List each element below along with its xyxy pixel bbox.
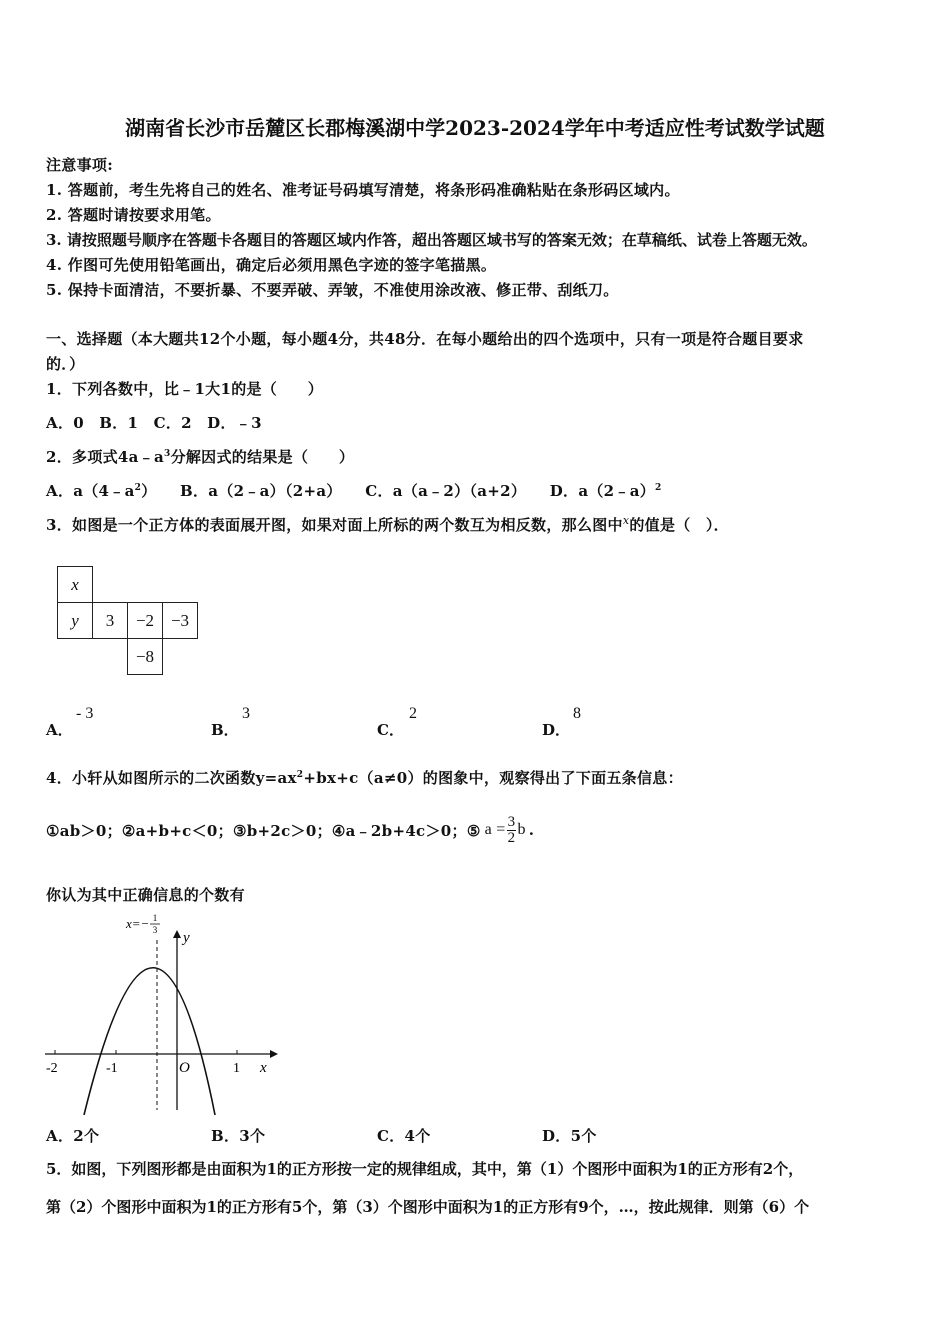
y-axis-arrow <box>173 930 181 938</box>
tick-label: -1 <box>106 1061 118 1076</box>
cube-net-diagram <box>57 566 198 675</box>
option-a-value: - 3 <box>76 705 94 722</box>
question-4-info: ①ab＞0；②a+b+c＜0；③b+2c＞0；④a﹣2b+4c＞0；⑤ a = $\frac{3}{2}$ b . <box>46 813 535 846</box>
option-a: A．$a(4﹣a^2)$ <box>46 482 157 500</box>
net-cell: x <box>58 567 93 603</box>
origin-label: O <box>179 1060 190 1076</box>
parabola-curve <box>84 968 216 1115</box>
option-b-label: B． <box>211 721 239 739</box>
question-4-option-c: C．4个 <box>377 1127 431 1145</box>
notice-item: 2. 答题时请按要求用笔。 <box>46 206 221 224</box>
x-axis-arrow <box>270 1050 278 1058</box>
option-b-value: 3 <box>242 705 250 722</box>
notice-item: 5. 保持卡面清洁，不要折暴、不要弄破、弄皱，不准使用涂改液、修正带、刮纸刀。 <box>46 281 619 299</box>
question-4-question: 你认为其中正确信息的个数有 <box>46 886 245 904</box>
svg-text:3: 3 <box>152 925 158 935</box>
option-d-value: 8 <box>573 705 581 722</box>
y-label: y <box>183 930 190 946</box>
question-5-stem: 5．如图，下列图形都是由面积为1的正方形按一定的规律组成，其中，第（1）个图形中面积为1的正方形有2个， <box>46 1160 804 1178</box>
question-2-stem: 2．多项式$4a﹣a^3$分解因式的结果是（ ） <box>46 448 355 466</box>
net-cell: −3 <box>163 603 198 639</box>
x-label: x <box>260 1060 267 1076</box>
question-4-option-a: A．2个 <box>46 1127 100 1145</box>
net-cell: −8 <box>128 639 163 675</box>
option-c-label: C． <box>377 721 404 739</box>
option-a-label: A． <box>46 721 73 739</box>
option-c-value: 2 <box>409 705 417 722</box>
section-heading: 一、选择题（本大题共12个小题，每小题4分，共48分．在每小题给出的四个选项中，只有一项是符合题目要求 <box>46 330 804 348</box>
question-2-options <box>46 480 662 501</box>
net-cell: 3 <box>93 603 128 639</box>
notice-header: 注意事项: <box>46 156 114 174</box>
question-4-option-d: D．5个 <box>542 1127 597 1145</box>
notice-item: 3. 请按照题号顺序在答题卡各题目的答题区域内作答，超出答题区域书写的答案无效；在草稿纸、试卷上答题无效。 <box>46 231 817 249</box>
question-1-stem: 1．下列各数中，比﹣1大1的是（ ） <box>46 380 324 398</box>
tick-label: -2 <box>46 1061 58 1076</box>
option-d: D．a（2﹣a）$^2$ <box>549 482 662 500</box>
svg-text:1: 1 <box>152 913 158 923</box>
question-1-options: A．0 B．1 C．2 D．﹣3 <box>46 414 262 432</box>
notice-item: 1. 答题前，考生先将自己的姓名、准考证号码填写清楚，将条形码准确粘贴在条形码区域内。 <box>46 181 680 199</box>
option-d-label: D． <box>542 721 571 739</box>
question-4-stem: 4．小轩从如图所示的二次函数$y=ax^2+bx+c(a\ne 0)$的图象中，观察得出了下面五条信息： <box>46 769 683 787</box>
question-5-stem-cont: 第（2）个图形中面积为1的正方形有5个，第（3）个图形中面积为1的正方形有9个，…，按此规律．则第（6）个 <box>46 1198 810 1216</box>
notice-item: 4. 作图可先使用铅笔画出，确定后必须用黑色字迹的签字笔描黑。 <box>46 256 497 274</box>
net-cell: y <box>58 603 93 639</box>
net-cell: −2 <box>128 603 163 639</box>
tick-label: 1 <box>233 1061 240 1076</box>
page-title: 湖南省长沙市岳麓区长郡梅溪湖中学2023-2024学年中考适应性考试数学试题 <box>125 116 825 140</box>
question-4-option-b: B．3个 <box>211 1127 266 1145</box>
question-3-stem: 3．如图是一个正方体的表面展开图，如果对面上所标的两个数互为相反数，那么图中$^x$的值是（ ）． <box>46 514 729 534</box>
option-c: C．a（a﹣2）（a+2） <box>365 482 527 500</box>
symmetry-label: x=− <box>126 916 150 931</box>
section-heading-cont: 的．） <box>46 355 85 373</box>
fraction: $\frac{3}{2}$ <box>507 813 516 846</box>
parabola-graph <box>40 910 280 1115</box>
option-b: B．a（2﹣a）（2+a） <box>180 482 342 500</box>
